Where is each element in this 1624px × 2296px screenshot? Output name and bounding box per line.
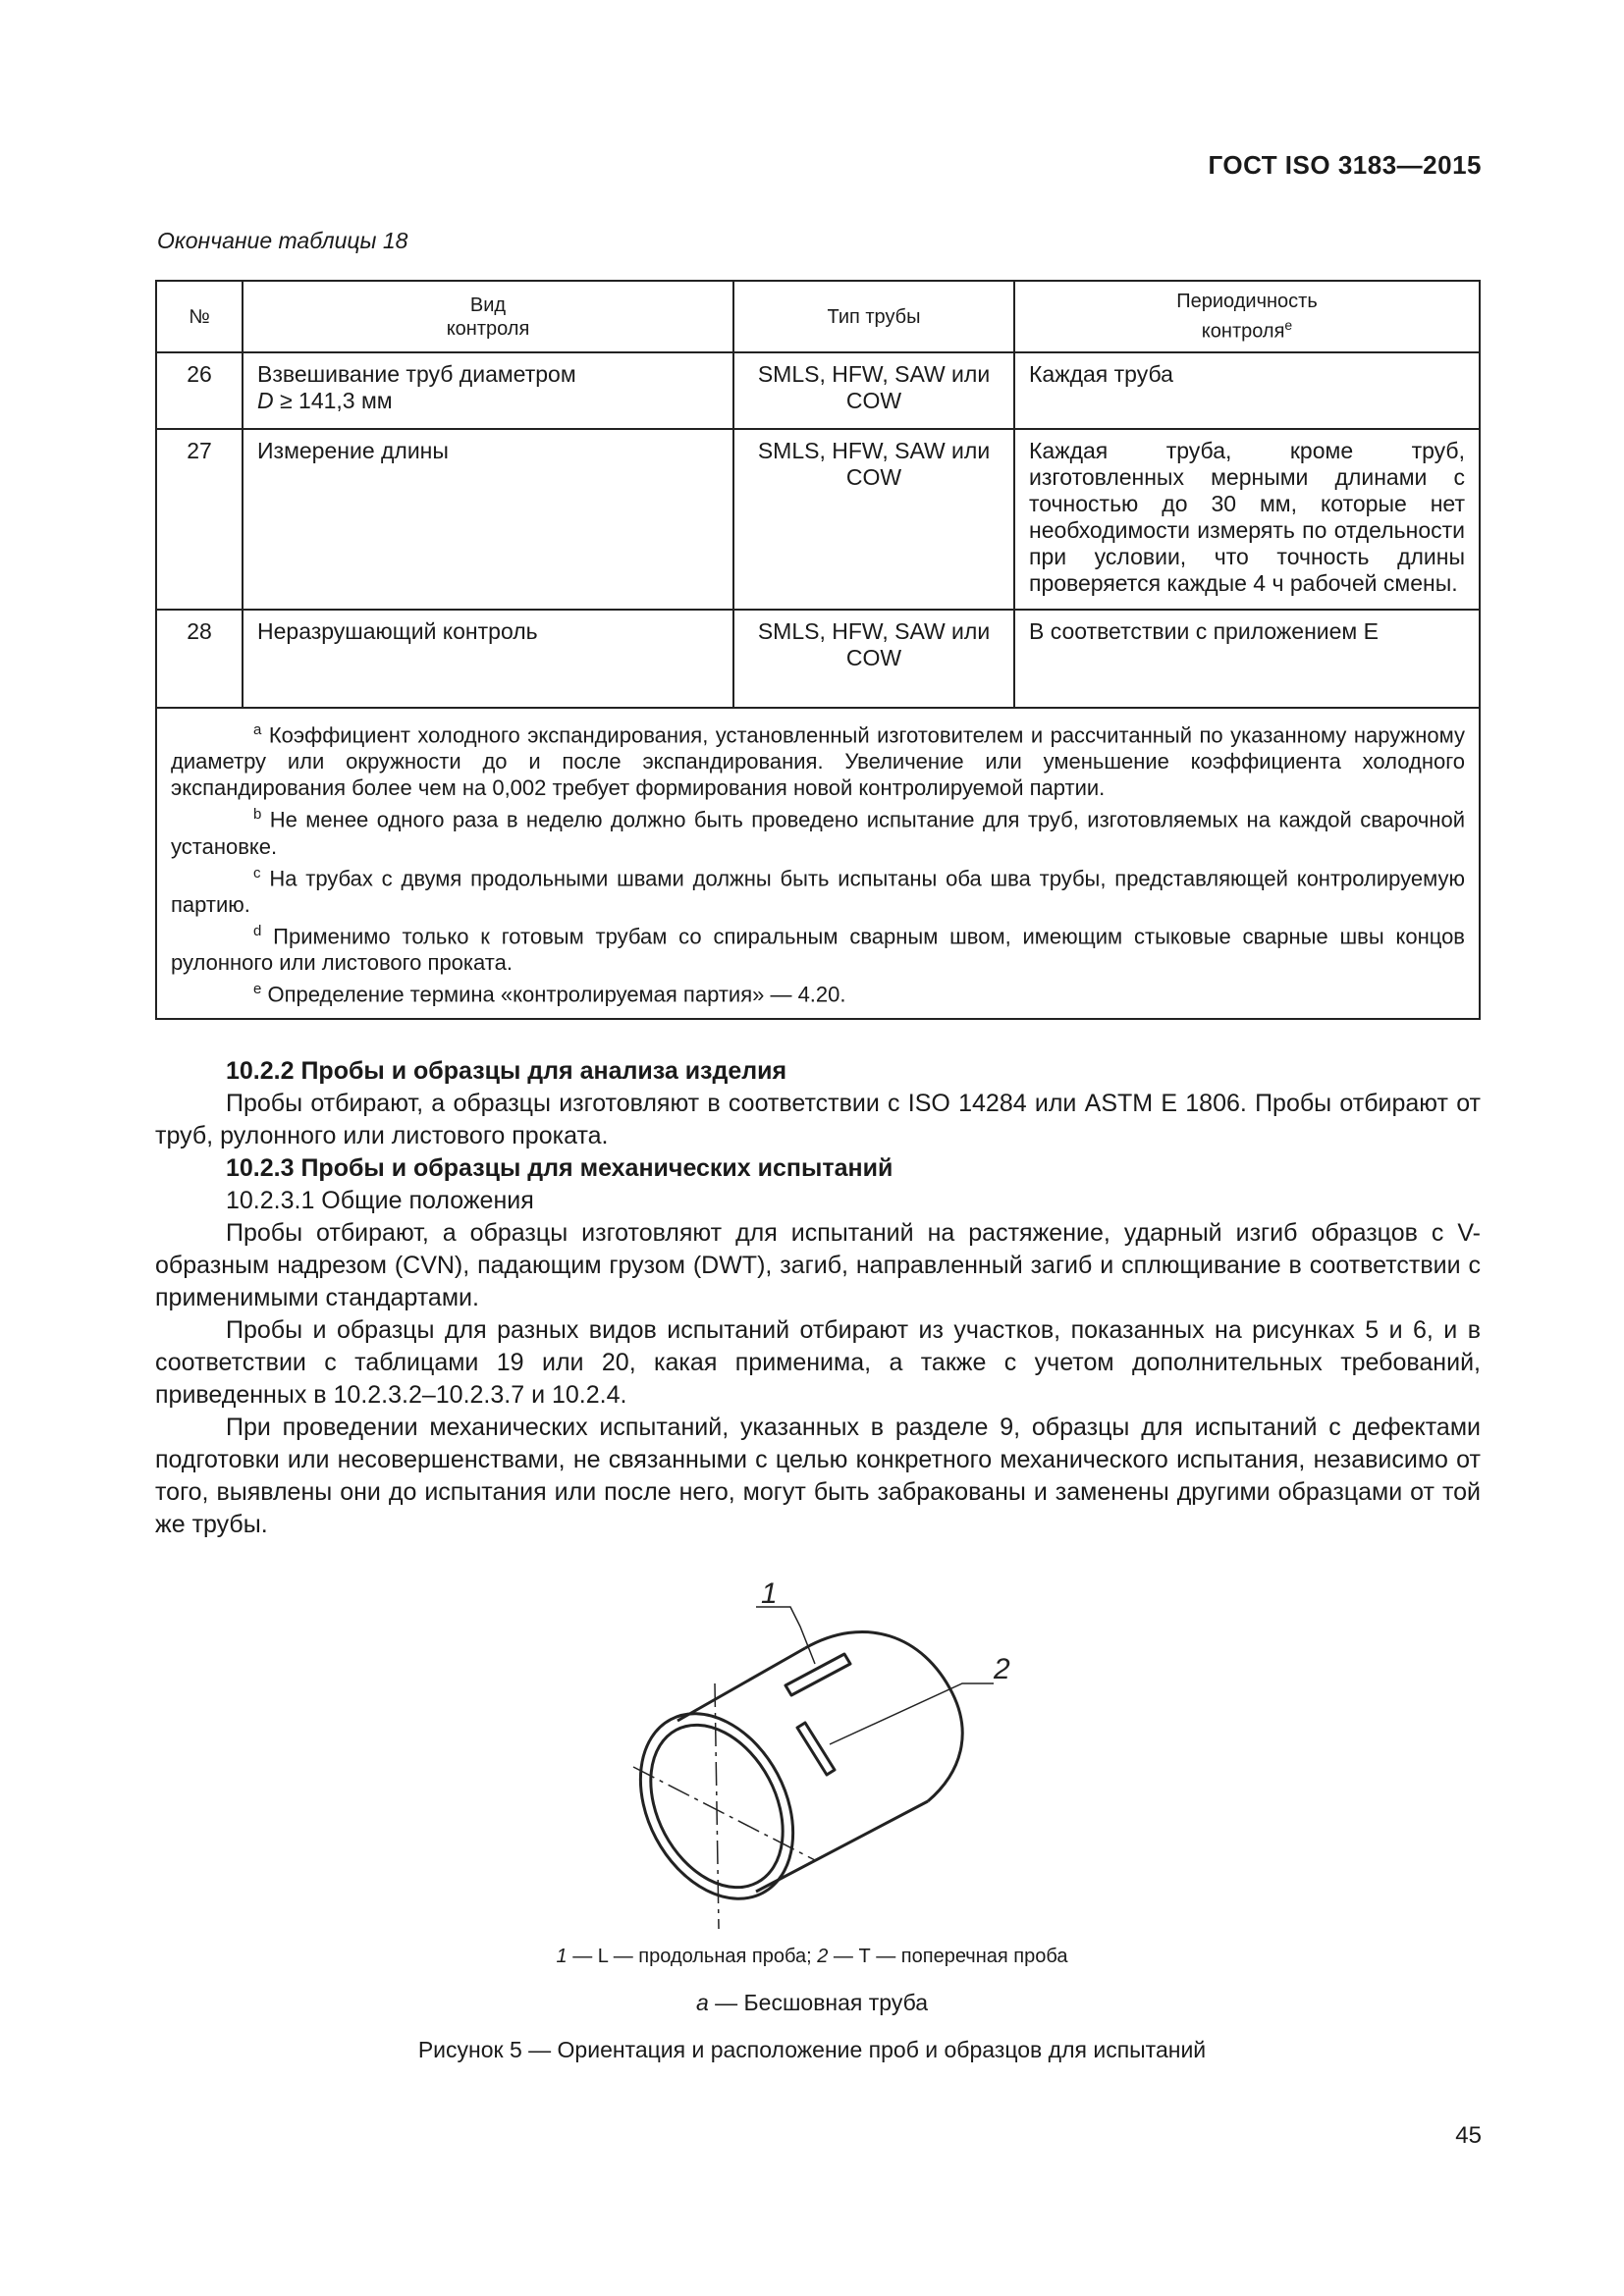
row-no: 28	[156, 610, 243, 708]
table-caption: Окончание таблицы 18	[157, 228, 408, 253]
longitudinal-specimen	[785, 1654, 850, 1695]
row-type: SMLS, HFW, SAW или COW	[733, 352, 1014, 429]
figure-title: Рисунок 5 — Ориентация и расположение проб и образцов для испытаний	[417, 2037, 1207, 2062]
footnote-b	[171, 801, 1465, 859]
footnote-mark: c	[253, 864, 261, 881]
legend-number: 2	[817, 1946, 829, 1967]
page-number: 45	[1455, 2122, 1482, 2149]
row-no: 26	[156, 352, 243, 429]
footnote-c	[171, 860, 1465, 918]
leader-line-2	[830, 1683, 994, 1744]
row-kind-text: Взвешивание труб диаметром	[257, 361, 576, 387]
row-kind	[243, 352, 733, 429]
centerline-vertical	[715, 1683, 719, 1929]
row-type: SMLS, HFW, SAW или COW	[733, 610, 1014, 708]
row-no: 27	[156, 429, 243, 610]
footnote-text: На трубах с двумя продольными швами должны быть испытаны оба шва трубы, представляющей контролируемую партию.	[171, 865, 1465, 917]
table-header-row	[156, 281, 1480, 352]
footnote-text: Определение термина «контролируемая партия» — 4.20.	[267, 982, 846, 1007]
footnote-mark: e	[253, 981, 262, 998]
row-period: Каждая труба, кроме труб, изготовленных мерными длинами с точностью до 30 мм, которые нет необходимости измерять по отдельности при условии, что точность длины проверяется каждые 4 ч рабочей смены.	[1014, 429, 1480, 610]
header-period-line1: Периодичность	[1176, 291, 1318, 313]
header-kind-line1: Вид	[469, 294, 507, 316]
footnote-text: Применимо только к готовым трубам со спиральным сварным швом, имеющим стыковые сварные швы концов рулонного или листового проката.	[171, 924, 1465, 976]
footnote-d	[171, 918, 1465, 976]
row-period: В соответствии с приложением Е	[1014, 610, 1480, 708]
footnote-text: Не менее одного раза в неделю должно быть проведено испытание для труб, изготовляемых на каждой сварочной установке.	[171, 807, 1465, 859]
row-kind-var: D	[257, 388, 274, 413]
pipe-outer-ring	[628, 1687, 824, 1925]
table-row	[156, 352, 1480, 429]
legend-text: — L — продольная проба;	[567, 1946, 818, 1967]
footnote-mark: a	[253, 721, 262, 738]
paragraph: Пробы отбирают, а образцы изготовляют для испытаний на растяжение, ударный изгиб образцов с V-образным надрезом (CVN), падающим грузом (DWT), загиб, направленный загиб и сплющивание в соответствии с применимыми стандартами.	[155, 1219, 1481, 1311]
subcaption-text: — Бесшовная труба	[708, 1990, 929, 2015]
section-heading-10-2-3-1: 10.2.3.1 Общие положения	[226, 1187, 534, 1214]
transverse-specimen	[797, 1723, 835, 1775]
header-kind	[243, 281, 733, 352]
paragraph: При проведении механических испытаний, указанных в разделе 9, образцы для испытаний с дефектами подготовки или несовершенствами, не связанными с целью конкретного механического испытания, независимо от того, выявлены они до испытания или после него, могут быть забракованы и заменены другими образцами от той же трубы.	[155, 1414, 1481, 1538]
header-no: №	[156, 281, 243, 352]
paragraph: Пробы отбирают, а образцы изготовляют в соответствии с ISO 14284 или ASTM E 1806. Пробы отбирают от труб, рулонного или листового проката.	[155, 1090, 1481, 1149]
pipe-sample-diagram	[628, 1575, 1041, 1929]
document-code: ГОСТ ISO 3183—2015	[1208, 150, 1482, 180]
section-heading-10-2-2: 10.2.2 Пробы и образцы для анализа изделия	[226, 1057, 787, 1085]
row-kind: Измерение длины	[243, 429, 733, 610]
subcaption-letter: a	[695, 1990, 709, 2015]
figure-subcaption	[0, 1990, 1624, 2016]
footnote-text: Коэффициент холодного экспандирования, установленный изготовителем и рассчитанный по указанному наружному диаметру или окружности до и после экспандирования. Увеличение или уменьшение коэффициента холодного экспандирования более чем на 0,002 требует формирования новой контролируемой партии.	[171, 722, 1465, 801]
legend-text: — Т — поперечная проба	[828, 1946, 1068, 1967]
inspection-table	[155, 280, 1481, 1020]
leader-line-1	[756, 1607, 815, 1664]
table-row	[156, 610, 1480, 708]
header-period-line2: контроля	[1201, 320, 1285, 343]
header-type: Тип трубы	[733, 281, 1014, 352]
row-kind: Неразрушающий контроль	[243, 610, 733, 708]
header-period-sup: e	[1284, 317, 1293, 334]
table-notes-row	[156, 708, 1480, 1019]
table-row	[156, 429, 1480, 610]
figure-legend	[0, 1946, 1624, 1968]
section-heading-10-2-3: 10.2.3 Пробы и образцы для механических испытаний	[226, 1154, 893, 1182]
body-text	[155, 1055, 1481, 1541]
pipe-break-line	[805, 1631, 962, 1801]
header-kind-line2: контроля	[446, 317, 530, 340]
row-kind-rest: ≥ 141,3 мм	[273, 388, 393, 413]
callout-2: 2	[994, 1653, 1010, 1685]
row-type: SMLS, HFW, SAW или COW	[733, 429, 1014, 610]
footnote-mark: d	[253, 922, 262, 939]
callout-1: 1	[761, 1577, 778, 1610]
footnote-a	[171, 717, 1465, 801]
footnote-mark: b	[253, 806, 262, 824]
row-period: Каждая труба	[1014, 352, 1480, 429]
legend-number: 1	[556, 1946, 568, 1967]
paragraph: Пробы и образцы для разных видов испытаний отбирают из участков, показанных на рисунках 5 и 6, и в соответствии с таблицами 19 или 20, какая применима, а также с учетом дополнительных требований, приведенных в 10.2.3.2–10.2.3.7 и 10.2.4.	[155, 1316, 1481, 1409]
header-period	[1014, 281, 1480, 352]
table-notes	[156, 708, 1480, 1019]
footnote-e	[171, 976, 1465, 1007]
